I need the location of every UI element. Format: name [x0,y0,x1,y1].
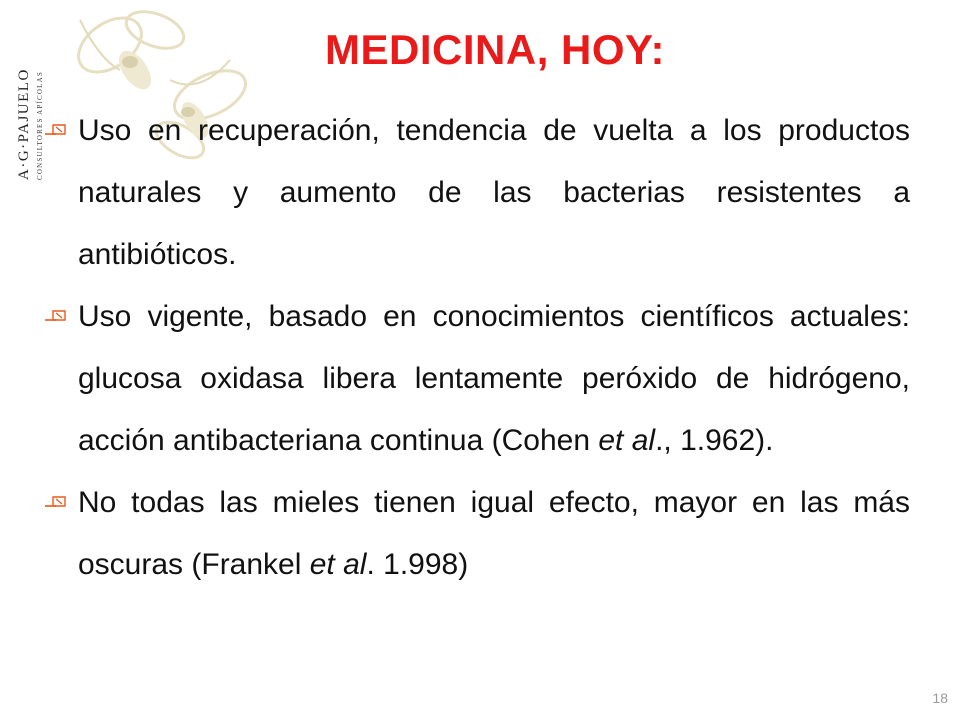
bullet-text: Uso vigente, basado en conocimientos científicos actuales: glucosa oxidasa libera lentamente peróxido de hidrógeno, acción antibacteriana continua (Cohen et al., 1.962). [78,300,910,457]
brand-tagline: CONSULTORES APÍCOLAS [36,71,44,180]
bullet-icon [40,472,78,534]
slide-title: MEDICINA, HOY: [325,26,665,73]
bullet-list [40,100,910,596]
bullet-icon [40,100,78,162]
page-number: 18 [932,690,948,706]
brand-name: A·G·PAJUELO [16,68,32,180]
bullet-item-1 [40,100,910,286]
bullet-text: No todas las mieles tienen igual efecto, mayor en las más oscuras (Frankel et al. 1.998) [78,486,910,581]
bullet-item-2 [40,286,910,472]
bullet-text: Uso en recuperación, tendencia de vuelta a los productos naturales y aumento de las bacterias resistentes a antibióticos. [78,114,910,271]
bullet-item-3 [40,472,910,596]
bullet-icon [40,286,78,348]
